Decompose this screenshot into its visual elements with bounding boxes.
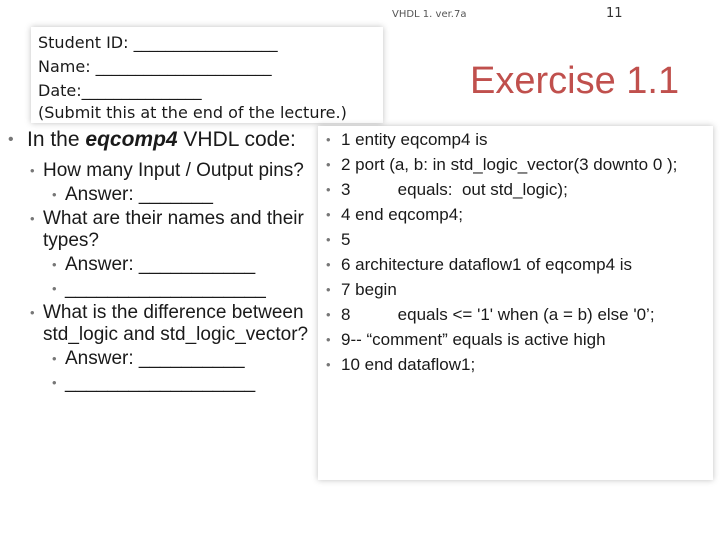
- answer-text: Answer: __________: [65, 348, 245, 369]
- code-line-text: 6 architecture dataflow1 of eqcomp4 is: [341, 255, 633, 274]
- page-number: 11: [606, 6, 623, 21]
- question-item: [8, 208, 313, 252]
- answer-text: ___________________: [65, 278, 266, 299]
- answer-item: [8, 278, 313, 300]
- code-line-text: 7 begin: [341, 280, 397, 299]
- student-id-line: Student ID: __________________: [38, 33, 278, 52]
- bullet-icon: •: [326, 207, 331, 222]
- student-info-box: [31, 27, 383, 123]
- code-line: [324, 230, 709, 250]
- answer-text: Answer: _______: [65, 184, 213, 205]
- name-line: Name: ______________________: [38, 57, 272, 76]
- question-text: How many Input / Output pins?: [43, 160, 304, 181]
- answer-item: [8, 254, 313, 276]
- bullet-icon: •: [326, 132, 331, 147]
- code-box: [318, 126, 713, 480]
- code-list: [324, 130, 709, 380]
- intro-item: [8, 128, 313, 152]
- date-line: Date:_______________: [38, 81, 202, 100]
- code-line: [324, 355, 709, 375]
- intro-suffix: VHDL code:: [177, 128, 296, 151]
- bullet-icon: •: [52, 281, 57, 296]
- code-line: [324, 155, 709, 175]
- code-line-text: 3 equals: out std_logic);: [341, 180, 568, 199]
- exercise-title: Exercise 1.1: [470, 60, 680, 102]
- code-line: [324, 130, 709, 150]
- bullet-icon: •: [326, 307, 331, 322]
- code-line: [324, 305, 709, 325]
- code-line-text: 9-- “comment” equals is active high: [341, 330, 606, 349]
- question-item: [8, 302, 313, 346]
- code-line-text: 5: [341, 230, 351, 249]
- bullet-icon: •: [52, 257, 57, 272]
- answer-text: __________________: [65, 372, 256, 393]
- code-line-text: 10 end dataflow1;: [341, 355, 476, 374]
- question-text: What are their names and their types?: [43, 208, 304, 251]
- code-line-text: 2 port (a, b: in std_logic_vector(3 downto 0 );: [341, 155, 678, 174]
- bullet-icon: •: [326, 332, 331, 347]
- code-line: [324, 280, 709, 300]
- code-line: [324, 180, 709, 200]
- bullet-icon: •: [52, 351, 57, 366]
- header-label: VHDL 1. ver.7a: [392, 9, 467, 20]
- intro-prefix: In the: [27, 128, 86, 151]
- intro-code: eqcomp4: [85, 128, 178, 151]
- question-list: [8, 128, 313, 396]
- bullet-icon: •: [30, 163, 35, 178]
- answer-item: [8, 184, 313, 206]
- code-line: [324, 330, 709, 350]
- code-line-text: 4 end eqcomp4;: [341, 205, 463, 224]
- bullet-icon: •: [8, 131, 14, 148]
- bullet-icon: •: [326, 157, 331, 172]
- bullet-icon: •: [326, 232, 331, 247]
- code-line: [324, 255, 709, 275]
- answer-text: Answer: ___________: [65, 254, 256, 275]
- code-line: [324, 205, 709, 225]
- code-line-text: 8 equals <= '1' when (a = b) else '0’;: [341, 305, 655, 324]
- bullet-icon: •: [52, 187, 57, 202]
- submit-note: (Submit this at the end of the lecture.): [38, 103, 347, 122]
- bullet-icon: •: [30, 305, 35, 320]
- bullet-icon: •: [326, 257, 331, 272]
- bullet-icon: •: [326, 357, 331, 372]
- answer-item: [8, 372, 313, 394]
- bullet-icon: •: [326, 282, 331, 297]
- bullet-icon: •: [326, 182, 331, 197]
- question-text: What is the difference between std_logic and std_logic_vector?: [43, 302, 309, 345]
- answer-item: [8, 348, 313, 370]
- question-item: [8, 160, 313, 182]
- bullet-icon: •: [52, 375, 57, 390]
- code-line-text: 1 entity eqcomp4 is: [341, 130, 488, 149]
- bullet-icon: •: [30, 211, 35, 226]
